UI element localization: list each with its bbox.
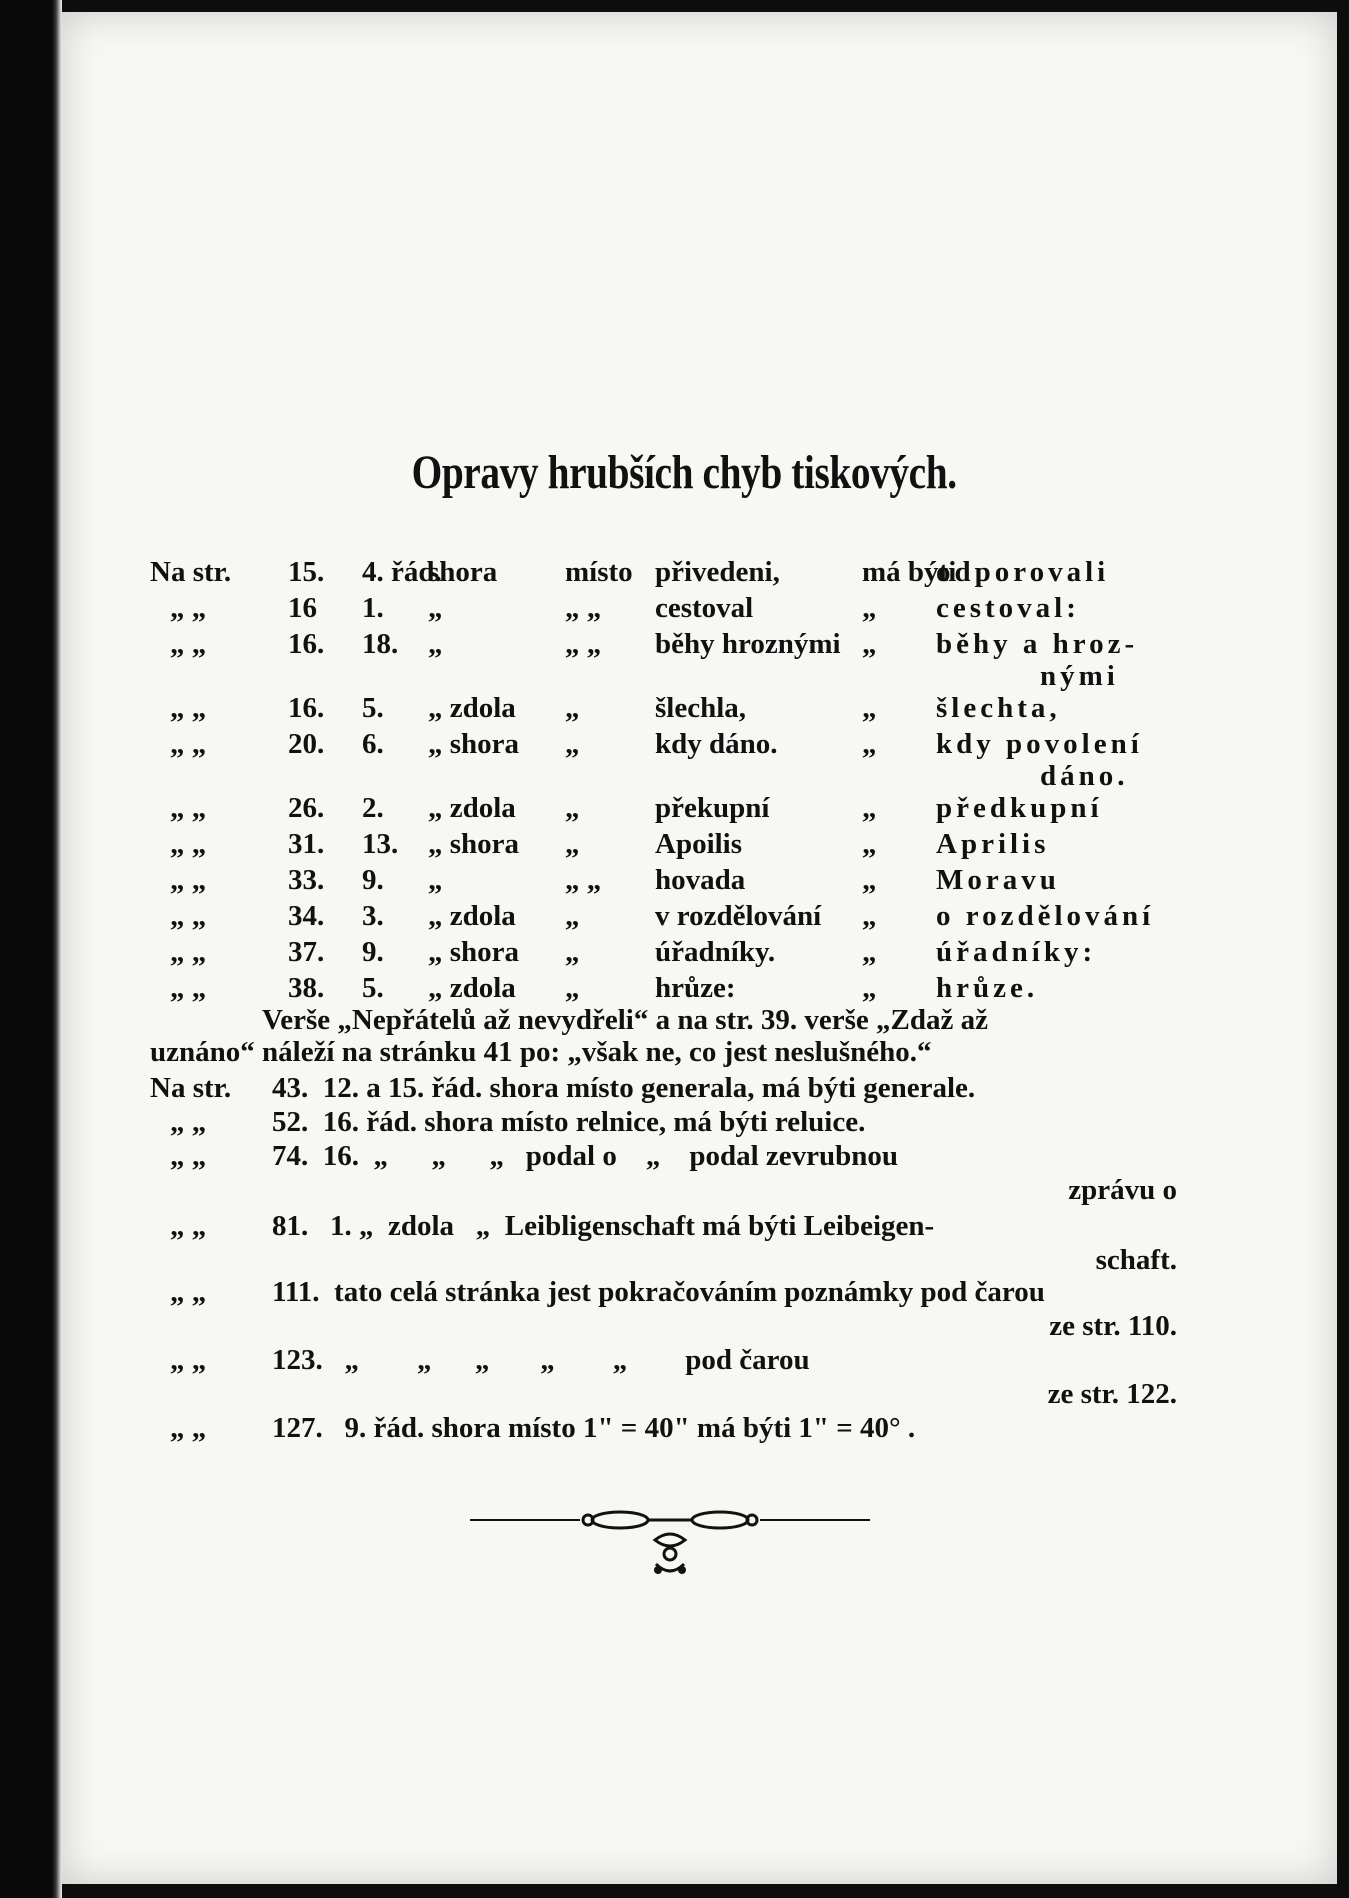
- row-where: „: [428, 628, 443, 660]
- row-prefix: „ „: [170, 972, 207, 1004]
- row-where: „ zdola: [428, 792, 516, 824]
- row-page: 15.: [288, 556, 325, 588]
- row-prefix: „ „: [170, 1344, 207, 1376]
- row-where: „ shora: [428, 728, 520, 760]
- row-instead: „: [565, 900, 580, 932]
- row-line: 3.: [362, 900, 384, 932]
- row-line: 9.: [362, 936, 384, 968]
- row-line: 6.: [362, 728, 384, 760]
- row-where: „ zdola: [428, 972, 516, 1004]
- row-text: 52. 16. řád. shora místo relnice, má býti reluice.: [272, 1106, 866, 1138]
- row-where: shora: [428, 556, 498, 588]
- row-prefix: „ „: [170, 1276, 207, 1308]
- ornament-icon: [470, 1490, 870, 1580]
- row-correct: šlechta,: [936, 692, 1061, 724]
- note-line: Verše „Nepřátelů až nevydřeli“ a na str. 39. verše „Zdaž až: [262, 1004, 988, 1036]
- row-should-be: má býti: [862, 556, 957, 588]
- row-text: 74. 16. „ „ „ podal o „ podal zevrubnou: [272, 1140, 899, 1172]
- row-wrong: Apoilis: [655, 828, 743, 860]
- row-prefix: „ „: [170, 936, 207, 968]
- row-page: 26.: [288, 792, 325, 824]
- row-instead: „: [565, 792, 580, 824]
- row-correct: Moravu: [936, 864, 1060, 896]
- row-page: 37.: [288, 936, 325, 968]
- row-line: 9.: [362, 864, 384, 896]
- row-where: „ zdola: [428, 692, 516, 724]
- row-instead: „: [565, 936, 580, 968]
- row-where: „ zdola: [428, 900, 516, 932]
- row-prefix: „ „: [170, 828, 207, 860]
- row-wrong: kdy dáno.: [655, 728, 778, 760]
- row-correct: o rozdělování: [936, 900, 1155, 932]
- row-text-cont: ze str. 122.: [1047, 1378, 1177, 1410]
- row-wrong: běhy hroznými: [655, 628, 841, 660]
- row-page: 34.: [288, 900, 325, 932]
- row-line: 18.: [362, 628, 399, 660]
- page-title: Opravy hrubších chyb tiskových.: [411, 446, 957, 499]
- row-line: 13.: [362, 828, 399, 860]
- row-should-be: „: [862, 936, 877, 968]
- row-prefix: Na str.: [150, 556, 232, 588]
- row-page: 16.: [288, 692, 325, 724]
- row-text: 43. 12. a 15. řád. shora místo generala, má býti generale.: [272, 1072, 976, 1104]
- row-should-be: „: [862, 692, 877, 724]
- row-correct: Aprilis: [936, 828, 1050, 860]
- row-correct-cont: nými: [1040, 660, 1119, 692]
- row-wrong: úřadníky.: [655, 936, 776, 968]
- row-page: 16.: [288, 628, 325, 660]
- row-wrong: hrůze:: [655, 972, 736, 1004]
- row-text: 111. tato celá stránka jest pokračováním poznámky pod čarou: [272, 1276, 1045, 1308]
- row-should-be: „: [862, 592, 877, 624]
- row-correct: hrůze.: [936, 972, 1039, 1004]
- row-correct: cestoval:: [936, 592, 1080, 624]
- row-instead: „ „: [565, 592, 602, 624]
- row-should-be: „: [862, 972, 877, 1004]
- row-should-be: „: [862, 628, 877, 660]
- row-prefix: „ „: [170, 1412, 207, 1444]
- row-instead: místo: [565, 556, 633, 588]
- row-should-be: „: [862, 900, 877, 932]
- row-correct: odporovali: [936, 556, 1110, 588]
- row-text-cont: ze str. 110.: [1049, 1310, 1177, 1342]
- row-correct-cont: dáno.: [1040, 760, 1129, 792]
- row-page: 33.: [288, 864, 325, 896]
- row-where: „: [428, 864, 443, 896]
- row-correct: úřadníky:: [936, 936, 1097, 968]
- row-prefix: „ „: [170, 728, 207, 760]
- row-wrong: cestoval: [655, 592, 754, 624]
- row-instead: „ „: [565, 628, 602, 660]
- row-prefix: „ „: [170, 1210, 207, 1242]
- row-line: 1.: [362, 592, 384, 624]
- row-wrong: v rozdělování: [655, 900, 822, 932]
- row-text: 81. 1. „ zdola „ Leibligenschaft má býti Leibeigen-: [272, 1210, 935, 1242]
- row-should-be: „: [862, 864, 877, 896]
- row-text-cont: zprávu o: [1068, 1174, 1177, 1206]
- row-where: „ shora: [428, 828, 520, 860]
- row-wrong: překupní: [655, 792, 770, 824]
- row-instead: „: [565, 692, 580, 724]
- row-wrong: hovada: [655, 864, 746, 896]
- row-prefix: „ „: [170, 864, 207, 896]
- note-line: uznáno“ náleží na stránku 41 po: „však ne, co jest neslušného.“: [150, 1036, 932, 1068]
- row-prefix: „ „: [170, 792, 207, 824]
- row-line: 2.: [362, 792, 384, 824]
- row-prefix: „ „: [170, 692, 207, 724]
- row-text-cont: schaft.: [1095, 1244, 1177, 1276]
- row-prefix: „ „: [170, 1140, 207, 1172]
- row-page: 16: [288, 592, 317, 624]
- row-where: „: [428, 592, 443, 624]
- row-where: „ shora: [428, 936, 520, 968]
- row-instead: „ „: [565, 864, 602, 896]
- row-line: 5.: [362, 692, 384, 724]
- row-prefix: „ „: [170, 1106, 207, 1138]
- row-line: 4. řád.: [362, 556, 442, 588]
- row-prefix: Na str.: [150, 1072, 232, 1104]
- row-should-be: „: [862, 828, 877, 860]
- row-wrong: šlechla,: [655, 692, 747, 724]
- row-text: 127. 9. řád. shora místo 1" = 40" má býti 1" = 40° .: [272, 1412, 916, 1444]
- row-instead: „: [565, 828, 580, 860]
- row-should-be: „: [862, 728, 877, 760]
- row-correct: kdy povolení: [936, 728, 1143, 760]
- row-prefix: „ „: [170, 592, 207, 624]
- row-page: 20.: [288, 728, 325, 760]
- row-instead: „: [565, 728, 580, 760]
- row-correct: běhy a hroz-: [936, 628, 1139, 660]
- row-instead: „: [565, 972, 580, 1004]
- row-prefix: „ „: [170, 900, 207, 932]
- row-page: 38.: [288, 972, 325, 1004]
- row-prefix: „ „: [170, 628, 207, 660]
- row-page: 31.: [288, 828, 325, 860]
- row-line: 5.: [362, 972, 384, 1004]
- row-wrong: přivedeni,: [655, 556, 780, 588]
- row-should-be: „: [862, 792, 877, 824]
- row-text: 123. „ „ „ „ „ pod čarou: [272, 1344, 810, 1376]
- row-correct: předkupní: [936, 792, 1103, 824]
